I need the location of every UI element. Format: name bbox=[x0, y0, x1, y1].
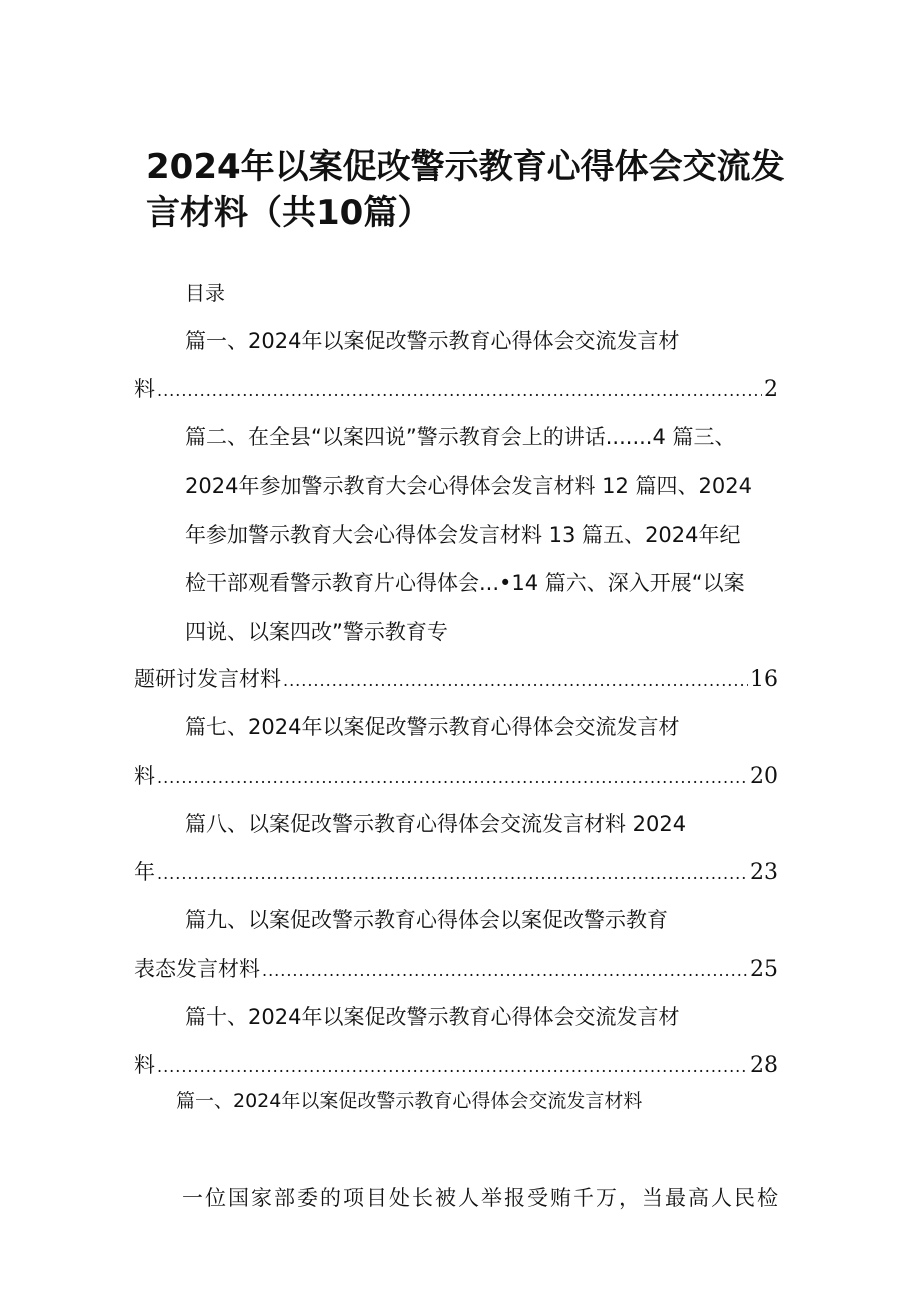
toc-entry-6-tail: 题研讨发言材料 bbox=[134, 667, 281, 691]
title-line-2: 言材料（共10篇） bbox=[146, 193, 432, 233]
title-line-1: 2024年以案促改警示教育心得体会交流发 bbox=[146, 147, 785, 187]
toc-entry-1-tail: 料 bbox=[134, 377, 155, 401]
body-paragraph-first-line: 一位国家部委的项目处长被人举报受贿千万，当最高人民检 bbox=[182, 1186, 780, 1210]
toc-entry-7-tail: 料 bbox=[134, 764, 155, 788]
toc-entry-9-page: 25 bbox=[750, 957, 778, 982]
toc-entry-1-title: 篇一、2024年以案促改警示教育心得体会交流发言材 bbox=[185, 329, 680, 353]
toc-run-line-3: 年参加警示教育大会心得体会发言材料 13 篇五、2024年纪 bbox=[185, 523, 741, 547]
document-title bbox=[146, 144, 786, 236]
dot-leader bbox=[262, 956, 748, 986]
toc-entry-1-leader bbox=[134, 374, 778, 406]
toc-run-line-5: 四说、以案四改”警示教育专 bbox=[185, 620, 448, 644]
toc-entry-9-leader bbox=[134, 954, 778, 986]
toc-entry-6-page: 16 bbox=[750, 667, 778, 692]
toc-run-line-4: 检干部观看警示教育片心得体会...•14 篇六、深入开展“以案 bbox=[185, 571, 745, 595]
toc-entry-10-leader bbox=[134, 1050, 778, 1082]
dot-leader bbox=[157, 859, 748, 889]
dot-leader bbox=[283, 666, 748, 696]
toc-entry-10-page: 28 bbox=[750, 1053, 778, 1078]
dot-leader bbox=[157, 763, 748, 793]
toc-entry-10-tail: 料 bbox=[134, 1053, 155, 1077]
dot-leader bbox=[157, 1052, 748, 1082]
toc-entry-8-title: 篇八、以案促改警示教育心得体会交流发言材料 2024 bbox=[185, 812, 687, 836]
toc-entry-7-leader bbox=[134, 761, 778, 793]
toc-entry-8-page: 23 bbox=[750, 860, 778, 885]
toc-entry-6-leader bbox=[134, 664, 778, 696]
toc-entry-7-title: 篇七、2024年以案促改警示教育心得体会交流发言材 bbox=[185, 715, 680, 739]
section-heading: 篇一、2024年以案促改警示教育心得体会交流发言材料 bbox=[176, 1090, 643, 1112]
toc-entry-7-page: 20 bbox=[750, 764, 778, 789]
toc-entry-8-leader bbox=[134, 857, 778, 889]
toc-entry-8-tail: 年 bbox=[134, 860, 155, 884]
dot-leader bbox=[157, 376, 762, 406]
toc-run-line-1: 篇二、在全县“以案四说”警示教育会上的讲话.......4 篇三、 bbox=[185, 425, 736, 449]
toc-entry-9-title: 篇九、以案促改警示教育心得体会以案促改警示教育 bbox=[185, 908, 668, 932]
toc-entry-9-tail: 表态发言材料 bbox=[134, 957, 260, 981]
toc-entry-10-title: 篇十、2024年以案促改警示教育心得体会交流发言材 bbox=[185, 1005, 680, 1029]
toc-label: 目录 bbox=[185, 281, 225, 305]
toc-entry-1-page: 2 bbox=[764, 377, 778, 402]
toc-run-line-2: 2024年参加警示教育大会心得体会发言材料 12 篇四、2024 bbox=[185, 474, 752, 498]
